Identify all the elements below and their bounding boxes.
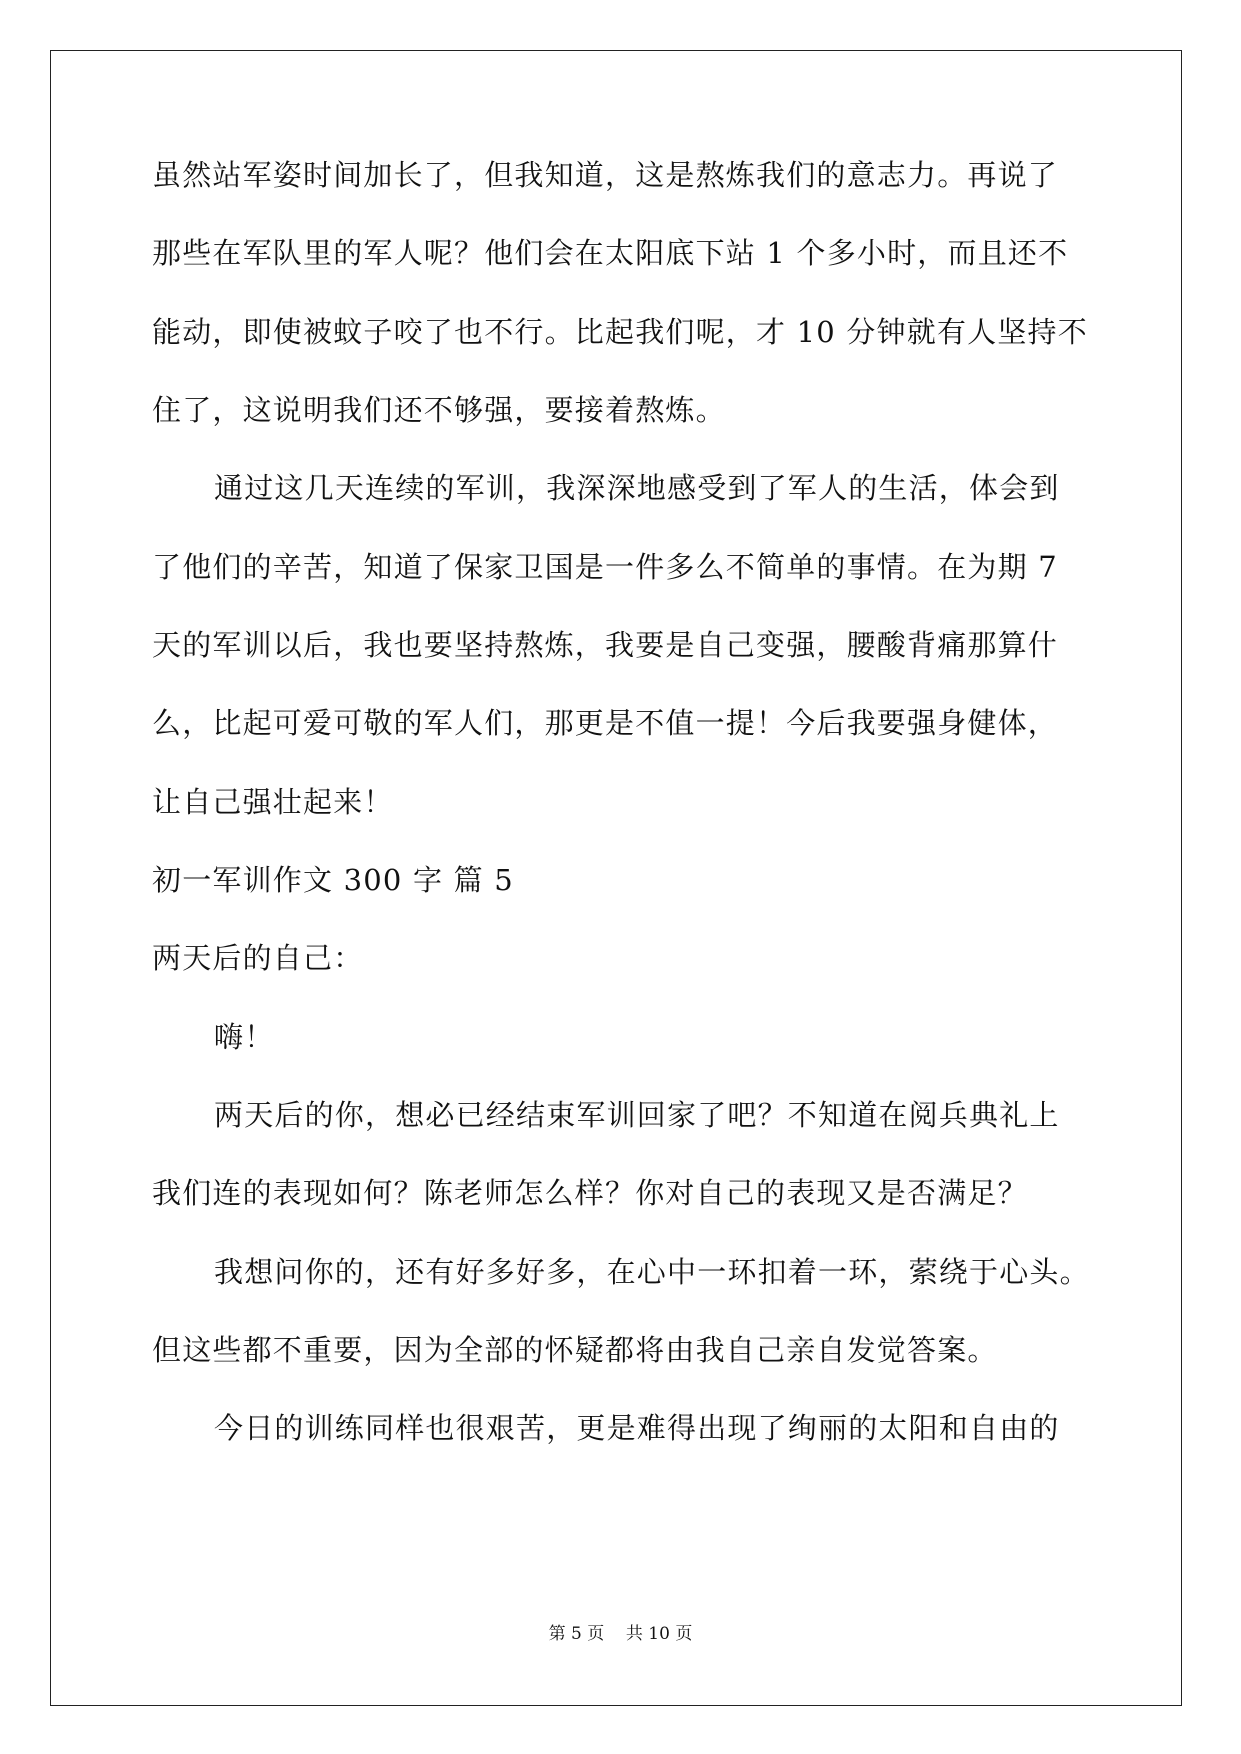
text-line: 但这些都不重要，因为全部的怀疑都将由我自己亲自发觉答案。 xyxy=(152,1333,998,1367)
text-line: 通过这几天连续的军训，我深深地感受到了军人的生活，体会到 xyxy=(214,471,1060,505)
text-line: 了他们的辛苦，知道了保家卫国是一件多么不简单的事情。在为期 7 xyxy=(152,550,1058,584)
text-line: 那些在军队里的军人呢？他们会在太阳底下站 1 个多小时，而且还不 xyxy=(152,236,1069,270)
text-line: 天的军训以后，我也要坚持熬炼，我要是自己变强，腰酸背痛那算什 xyxy=(152,628,1059,662)
text-line: 我们连的表现如何？陈老师怎么样？你对自己的表现又是否满足？ xyxy=(152,1176,1028,1210)
text-line: 让自己强壮起来！ xyxy=(152,785,394,819)
letter-salutation: 两天后的自己： xyxy=(152,941,364,975)
section-heading: 初一军训作文 300 字 篇 5 xyxy=(152,863,514,897)
page-number-footer: 第 5 页 共 10 页 xyxy=(548,1624,693,1644)
text-line: 今日的训练同样也很艰苦，更是难得出现了绚丽的太阳和自由的 xyxy=(214,1411,1060,1445)
text-line: 能动，即使被蚊子咬了也不行。比起我们呢，才 10 分钟就有人坚持不 xyxy=(152,315,1088,349)
text-line: 嗨！ xyxy=(214,1020,275,1054)
text-line: 虽然站军姿时间加长了，但我知道，这是熬炼我们的意志力。再说了 xyxy=(152,158,1059,192)
text-line: 我想问你的，还有好多好多，在心中一环扣着一环，萦绕于心头。 xyxy=(214,1255,1090,1289)
text-line: 两天后的你，想必已经结束军训回家了吧？不知道在阅兵典礼上 xyxy=(214,1098,1060,1132)
text-line: 住了，这说明我们还不够强，要接着熬炼。 xyxy=(152,393,726,427)
text-line: 么，比起可爱可敬的军人们，那更是不值一提！今后我要强身健体， xyxy=(152,706,1059,740)
